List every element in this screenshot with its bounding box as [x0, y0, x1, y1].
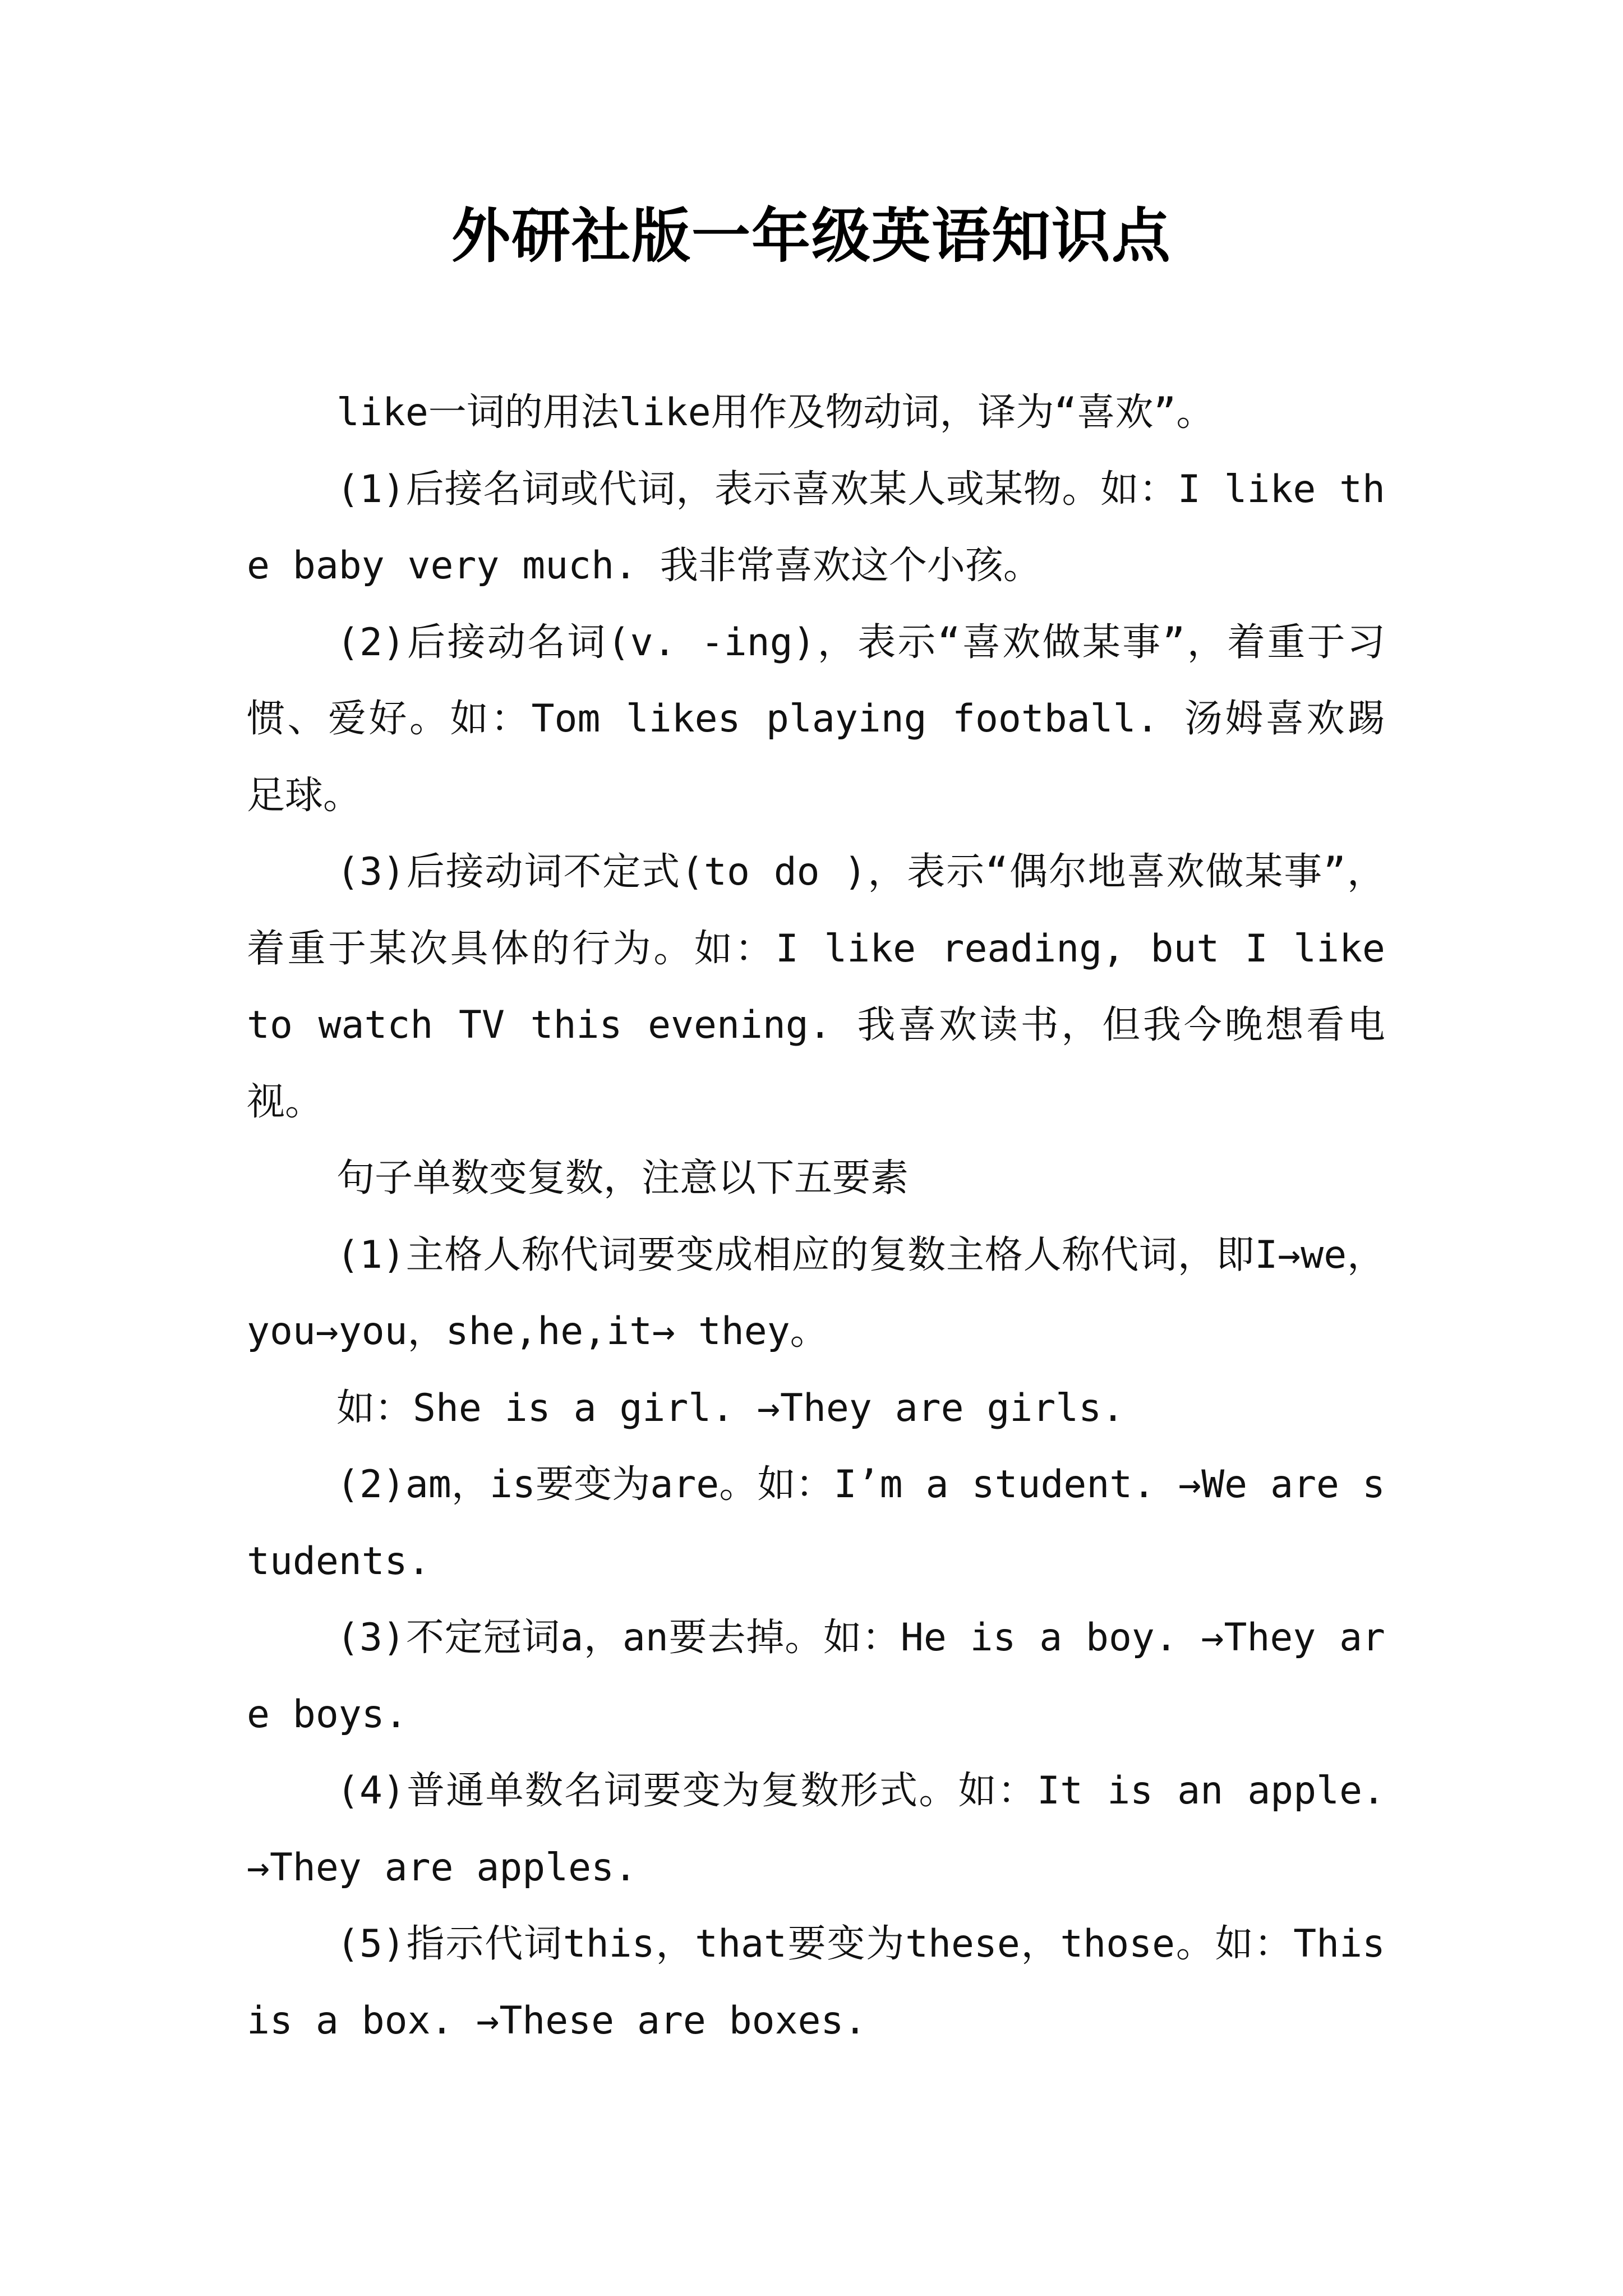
paragraph-plural-rule-1: (1)主格人称代词要变成相应的复数主格人称代词，即I→we，you→you，she,he,it→ they。	[247, 1232, 1385, 1354]
paragraph-plural-rule-5: (5)指示代词this，that要变为these，those。如：This is a box. →These are boxes.	[247, 1922, 1385, 2043]
document-body	[247, 375, 1385, 2059]
paragraph-plural-example-1: 如：She is a girl. →They are girls.	[336, 1386, 1125, 1430]
paragraph-plural-rule-2: (2)am，is要变为are。如：I’m a student. →We are students.	[247, 1462, 1385, 1584]
paragraph-rule-2: (2)后接动名词(v. -ing)，表示“喜欢做某事”，着重于习惯、爱好。如：Tom likes playing football. 汤姆喜欢踢足球。	[247, 620, 1385, 818]
paragraph-plural-rule-4: (4)普通单数名词要变为复数形式。如：It is an apple. →They are apples.	[247, 1769, 1385, 1890]
document-title: 外研社版一年级英语知识点	[451, 201, 1172, 270]
paragraph-plural-heading: 句子单数变复数，注意以下五要素	[336, 1156, 909, 1200]
paragraph-like-usage: like一词的用法like用作及物动词，译为“喜欢”。	[336, 390, 1215, 435]
paragraph-plural-rule-3: (3)不定冠词a，an要去掉。如：He is a boy. →They are boys.	[247, 1616, 1385, 1737]
paragraph-rule-1: (1)后接名词或代词，表示喜欢某人或某物。如：I like the baby very much. 我非常喜欢这个小孩。	[247, 467, 1385, 588]
paragraph-rule-3: (3)后接动词不定式(to do )，表示“偶尔地喜欢做某事”，着重于某次具体的行为。如：I like reading, but I like to watch TV this evening. 我喜欢读书，但我今晚想看电视。	[247, 850, 1385, 1124]
